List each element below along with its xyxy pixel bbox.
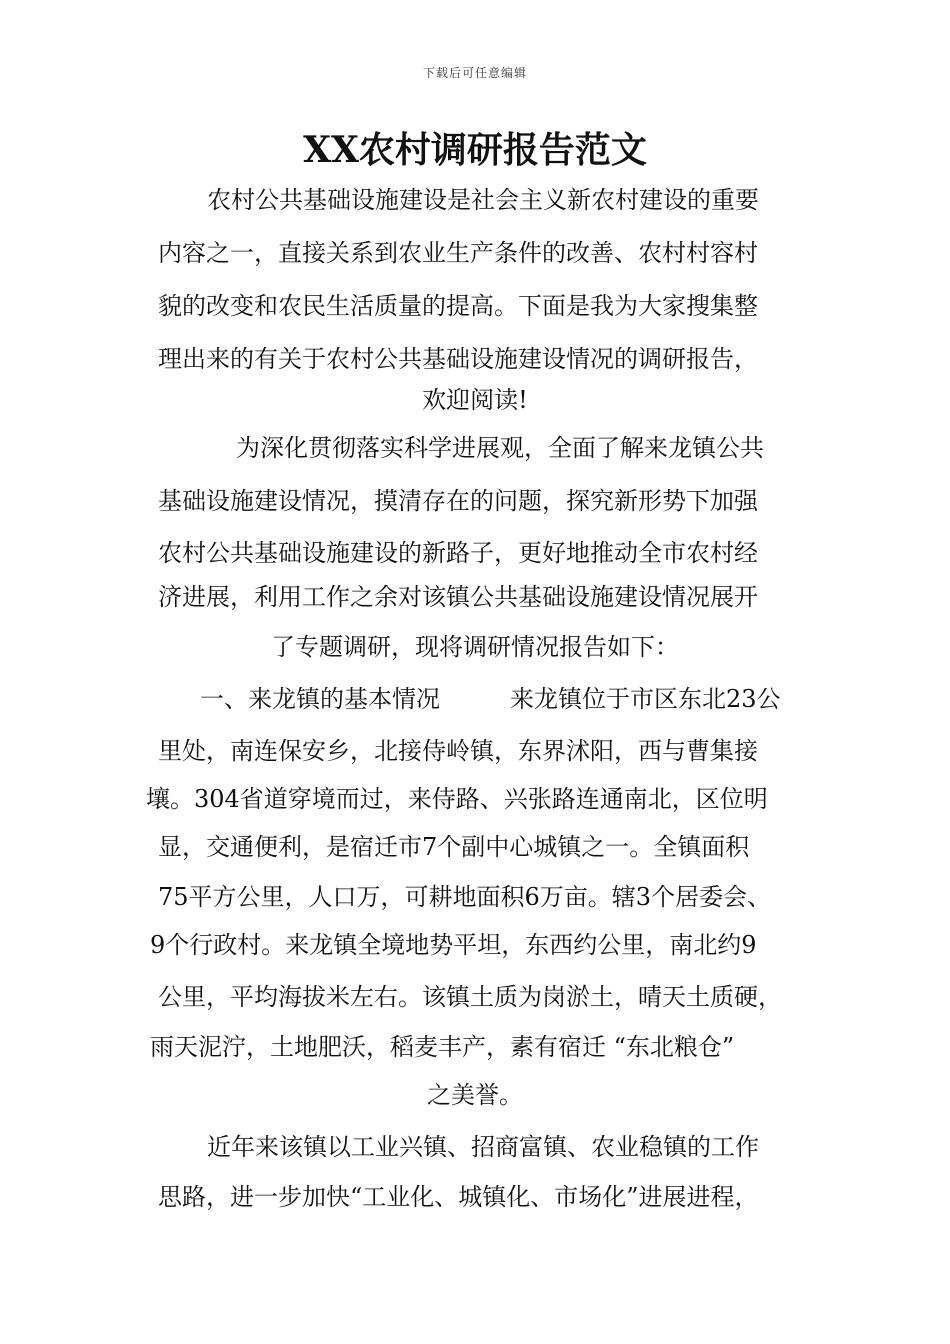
paragraph-1-line-3: 貌的改变和农民生活质量的提高。下面是我为大家搜集整 [158, 292, 758, 320]
paragraph-3-line-5: 75平方公里，人口万，可耕地面积6万亩。辖3个居委会、 [158, 883, 772, 911]
paragraph-4-line-2: 思路，进一步加快“工业化、城镇化、市场化”进展进程， [158, 1183, 759, 1211]
paragraph-3-line-1: 来龙镇位于市区东北23公 [510, 685, 781, 713]
paragraph-3-line-9: 之美誉。 [427, 1081, 523, 1109]
paragraph-3-line-3: 壤。304省道穿境而过，来侍路、兴张路连通南北，区位明 [146, 785, 768, 813]
paragraph-3-line-2: 里处，南连保安乡，北接侍岭镇，东界沭阳，西与曹集接 [158, 737, 758, 765]
paragraph-2-line-2: 基础设施建设情况，摸清存在的问题，探究新形势下加强 [158, 487, 758, 515]
paragraph-2-line-5: 了专题调研，现将调研情况报告如下： [271, 633, 679, 661]
paragraph-2-line-1: 为深化贯彻落实科学进展观，全面了解来龙镇公共 [236, 434, 764, 462]
paragraph-4-line-1: 近年来该镇以工业兴镇、招商富镇、农业稳镇的工作 [207, 1133, 759, 1161]
paragraph-2-line-3: 农村公共基础设施建设的新路子，更好地推动全市农村经 [158, 539, 758, 567]
paragraph-3-line-4: 显，交通便利，是宿迁市7个副中心城镇之一。全镇面积 [158, 833, 750, 861]
paragraph-2-line-4: 济进展，利用工作之余对该镇公共基础设施建设情况展开 [158, 583, 758, 611]
paragraph-1-line-1: 农村公共基础设施建设是社会主义新农村建设的重要 [207, 186, 759, 214]
section-heading: 一、来龙镇的基本情况 [200, 685, 440, 713]
paragraph-3-line-7: 公里，平均海拔米左右。该镇土质为岗淤土，晴天土质硬， [158, 983, 782, 1011]
paragraph-1-line-4: 理出来的有关于农村公共基础设施建设情况的调研报告， [158, 345, 758, 373]
paragraph-3-line-8: 雨天泥泞，土地肥沃，稻麦丰产，素有宿迁 “东北粮仓” [150, 1033, 735, 1061]
paragraph-3-line-6: 9个行政村。来龙镇全境地势平坦，东西约公里，南北约9 [150, 931, 757, 959]
document-title: XX农村调研报告范文 [303, 129, 647, 171]
header-note: 下载后可任意编辑 [422, 66, 527, 80]
paragraph-1-line-2: 内容之一，直接关系到农业生产条件的改善、农村村容村 [158, 239, 758, 267]
paragraph-1-line-5: 欢迎阅读! [422, 386, 528, 414]
